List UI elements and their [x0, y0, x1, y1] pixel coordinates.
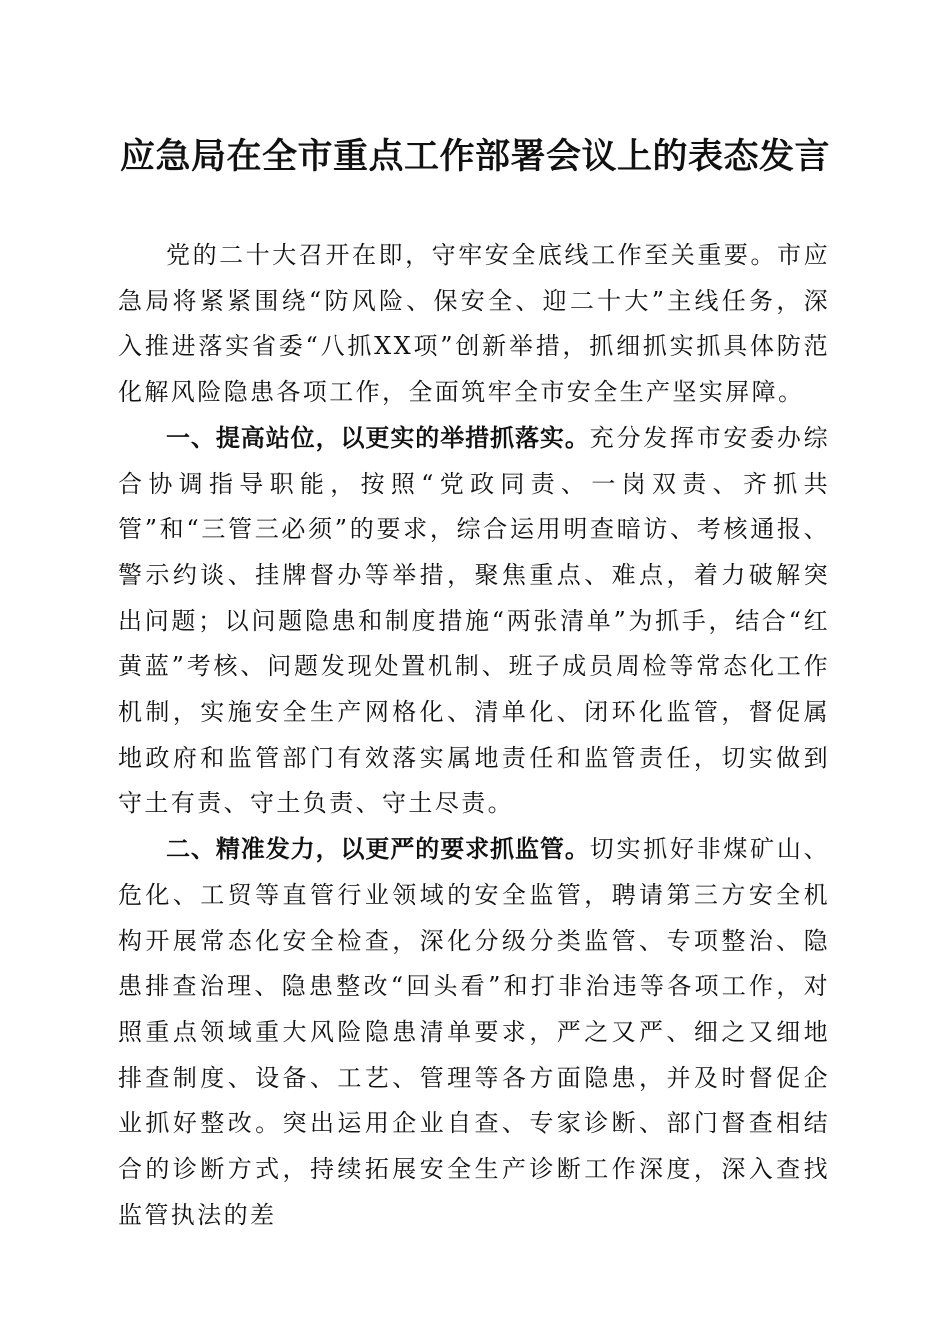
section-paragraph-2 — [118, 827, 830, 1238]
document-body — [118, 233, 830, 1238]
section-heading-2: 二、精准发力，以更严的要求抓监管。 — [166, 835, 590, 864]
section-text-2: 切实抓好非煤矿山、危化、工贸等直管行业领域的安全监管，聘请第三方安全机构开展常态化安全检查，深化分级分类监管、专项整治、隐患排查治理、隐患整改“回头看”和打非治违等各项工作，对照重点领域重大风险隐患清单要求，严之又严、细之又细地排查制度、设备、工艺、管理等各方面隐患，并及时督促企业抓好整改。突出运用企业自查、专家诊断、部门督查相结合的诊断方式，持续拓展安全生产诊断工作深度，深入查找监管执法的差 — [118, 835, 831, 1229]
section-text-1: 充分发挥市安委办综合协调指导职能，按照“党政同责、一岗双责、齐抓共管”和“三管三必须”的要求，综合运用明查暗访、考核通报、警示约谈、挂牌督办等举措，聚焦重点、难点，着力破解突出问题；以问题隐患和制度措施“两张清单”为抓手，结合“红黄蓝”考核、问题发现处置机制、班子成员周检等常态化工作机制，实施安全生产网格化、清单化、闭环化监管，督促属地政府和监管部门有效落实属地责任和监管责任，切实做到守土有责、守土负责、守土尽责。 — [118, 423, 831, 818]
document-title: 应急局在全市重点工作部署会议上的表态发言 — [119, 136, 830, 177]
intro-paragraph: 党的二十大召开在即，守牢安全底线工作至关重要。市应急局将紧紧围绕“防风险、保安全、迎二十大”主线任务，深入推进落实省委“八抓XX项”创新举措，抓细抓实抓具体防范化解风险隐患各项工作，全面筑牢全市安全生产坚实屏障。 — [118, 241, 830, 407]
section-heading-1: 一、提高站位，以更实的举措抓落实。 — [166, 423, 590, 452]
section-paragraph-1 — [118, 416, 830, 827]
